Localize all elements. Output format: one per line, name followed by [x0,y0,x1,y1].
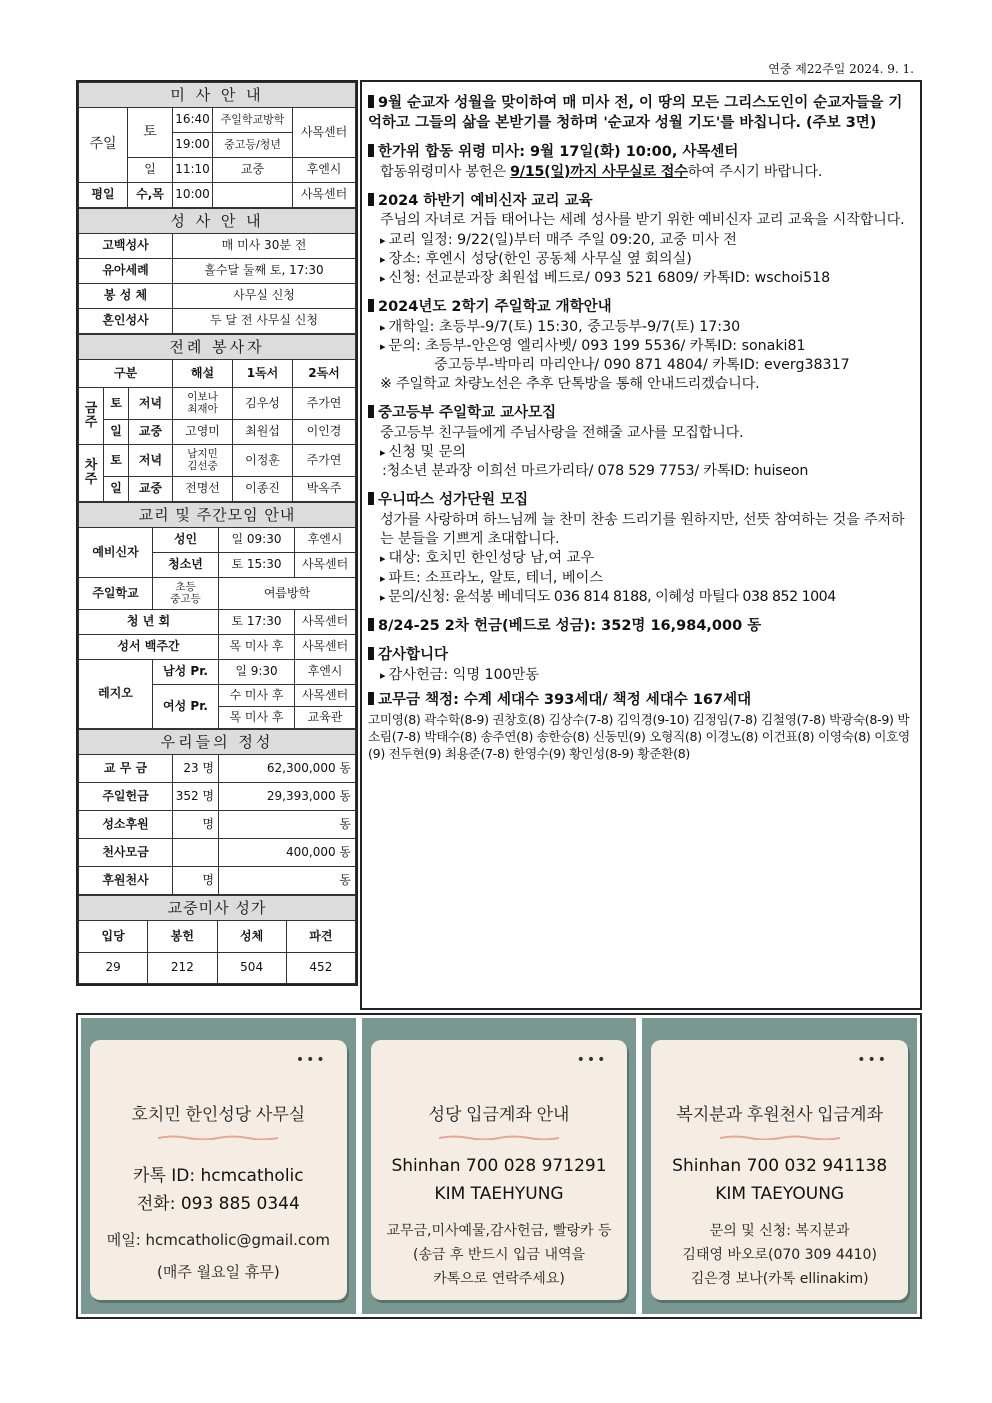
adult-label: 성인 [153,528,219,553]
offering-amount: 동 [219,867,356,895]
bulletin-date: 연중 제22주일 2024. 9. 1. [768,62,914,76]
announcement-title: 2024년도 2학기 주일학교 개학안내 [368,298,910,318]
liturgy-mass: 저녁 [129,445,173,477]
announcement-bullet: ▸ 교리 일정: 9/22(일)부터 매주 주일 09:20, 교중 미사 전 [368,231,910,250]
offering-amount: 400,000 동 [219,839,356,867]
more-dots-icon: ••• [295,1052,327,1068]
catechumen-label: 예비신자 [79,528,153,578]
announcement-note: ※ 주일학교 차량노선은 추후 단톡방을 통해 안내드리겠습니다. [380,376,760,393]
card-detail: (송금 후 반드시 입금 내역을 [412,1246,586,1263]
bullet-square-icon [368,193,374,206]
offering-category: 천사모금 [79,839,173,867]
church-account-card [371,1040,628,1300]
announcement-bullet: ▸ 파트: 소프라노, 알토, 테너, 베이스 [368,569,910,588]
sacrament-name: 고백성사 [79,234,173,259]
announcement-text: 중고등부 친구들에게 주님사랑을 전해줄 교사를 모집합니다. [380,424,744,441]
announcement-bullet: ▸ 문의/신청: 윤석봉 베네딕도 036 814 8188, 이혜성 마틸다 038 852 1004 [368,588,910,607]
liturgy-day: 토 [104,388,129,420]
card-line: Shinhan 700 028 971291 [391,1156,607,1176]
announcement-title: 2024 하반기 예비신자 교리 교육 [368,192,910,212]
card-line: 전화: 093 885 0344 [136,1194,300,1215]
bullet-square-icon [368,618,374,631]
bible-study-place: 사목센터 [295,635,356,660]
offering-category: 성소후원 [79,811,173,839]
card-title: 성당 입금계좌 안내 [428,1105,570,1124]
mass-place: 사목센터 [293,108,356,158]
bible-study-label: 성서 백주간 [79,635,219,660]
wave-underline-icon [439,1135,559,1140]
liturgy-day: 일 [104,420,129,445]
adult-time: 일 09:30 [219,528,295,553]
announcement-text: 합동위령미사 봉헌은 9/15(일)까지 사무실로 접수하여 주시기 바랍니다. [380,163,823,180]
legio-women-label: 여성 Pr. [153,685,219,729]
hymn-header: 입당 [79,921,148,953]
groups-title: 교리 및 주간모임 안내 [79,503,356,528]
sunday-day-label: 일 [128,158,173,183]
mass-name: 중고등/청년 [213,133,293,158]
sacraments-table [78,208,356,334]
sunday-school-levels: 초등 중고등 [153,578,219,610]
liturgy-day: 토 [104,445,129,477]
office-card [90,1040,347,1300]
announcement-bullet: ▸ 신청 및 문의 [368,443,910,462]
offering-count: 명 [173,867,219,895]
reader-1: 이정훈 [233,445,293,477]
card-line: KIM TAEYOUNG [715,1184,845,1205]
young-adults-place: 사목센터 [295,610,356,635]
offering-amount: 62,300,000 동 [219,755,356,783]
adult-place: 후엔시 [295,528,356,553]
reader-2: 주가연 [293,445,356,477]
offerings-table [78,729,356,895]
offering-category: 주일헌금 [79,783,173,811]
announcement-title: 감사합니다 [368,646,910,666]
reader-1: 최원섭 [233,420,293,445]
announcement-line: :청소년 분과장 이희선 마르가리타/ 078 529 7753/ 카톡ID: huiseon [382,463,809,480]
legio-women-place: 사목센터 [295,685,356,707]
mass-place: 후엔시 [293,158,356,183]
card-detail: 교무금,미사예물,감사헌금, 빨랑카 등 [386,1223,612,1240]
liturgy-day: 일 [104,477,129,502]
legio-label: 레지오 [79,660,153,729]
announcement-title: 9월 순교자 성월을 맞이하여 매 미사 전, 이 땅의 모든 그리스도인이 순교자들을 기억하고 그들의 삶을 본받기를 청하며 '순교자 성월 기도'를 바칩니다. (주보 3면) [368,95,903,131]
more-dots-icon: ••• [857,1052,889,1068]
youth-place: 사목센터 [295,553,356,578]
sunday-school-note: 여름방학 [219,578,356,610]
liturgy-mass: 교중 [129,477,173,502]
hymn-number: 504 [217,953,286,984]
commentator: 남지민 김선중 [173,445,233,477]
welfare-account-card [651,1040,908,1300]
liturgy-header: 2독서 [293,360,356,388]
wave-underline-icon [158,1135,278,1140]
bullet-square-icon [368,95,374,108]
mass-time: 16:40 [173,108,213,133]
card-detail: 메일: hcmcatholic@gmail.com [106,1231,330,1250]
bullet-square-icon [368,492,374,505]
youth-time: 토 15:30 [219,553,295,578]
sunday-school-label: 주일학교 [79,578,153,610]
offering-amount: 동 [219,811,356,839]
announcement-text: 성가를 사랑하며 하느님께 늘 찬미 찬송 드리기를 원하지만, 선뜻 참여하는 것을 주저하는 분들을 기쁘게 초대합니다. [380,512,905,548]
weekday-days: 수,목 [128,183,173,208]
bullet-square-icon [368,647,374,660]
announcement-line: 중고등부-박마리 마리안나/ 090 871 4804/ 카톡ID: everg38317 [434,357,850,374]
hymns-table [78,895,356,984]
wave-underline-icon [720,1135,840,1140]
reader-1: 김우성 [233,388,293,420]
offering-count: 명 [173,811,219,839]
sacrament-name: 유아세례 [79,259,173,284]
legio-men-place: 후엔시 [295,660,356,685]
left-info-column [76,80,358,986]
commentator: 전명선 [173,477,233,502]
mass-name: 주일학교방학 [213,108,293,133]
hymn-number: 29 [79,953,148,984]
weekday-label: 평일 [79,183,128,208]
announcement-title: 우니따스 성가단원 모집 [368,491,910,511]
card-line: Shinhan 700 032 941138 [672,1156,888,1176]
legio-women-time: 목 미사 후 [219,707,295,729]
card-title: 복지분과 후원천사 입금계좌 [676,1105,883,1124]
bible-study-time: 목 미사 후 [219,635,295,660]
card-panel [642,1018,917,1314]
mass-time: 19:00 [173,133,213,158]
card-panel [362,1018,637,1314]
legio-men-time: 일 9:30 [219,660,295,685]
liturgy-header: 해설 [173,360,233,388]
hymns-title: 교중미사 성가 [79,896,356,921]
offering-count: 23 명 [173,755,219,783]
mass-schedule-table [78,82,356,208]
legio-men-label: 남성 Pr. [153,660,219,685]
card-detail: 문의 및 신청: 복지분과 [709,1223,850,1240]
announcement-bullet: ▸ 개학일: 초등부-9/7(토) 15:30, 중고등부-9/7(토) 17:30 [368,318,910,337]
liturgy-mass: 교중 [129,420,173,445]
reader-2: 주가연 [293,388,356,420]
liturgy-title: 전례 봉사자 [79,335,356,360]
this-week-label: 금주 [79,388,104,445]
liturgy-servers-table [78,334,356,502]
weekday-time: 10:00 [173,183,213,208]
sunday-label: 주일 [79,108,128,183]
mass-name: 교중 [213,158,293,183]
young-adults-label: 청 년 회 [79,610,219,635]
sacrament-info: 홀수달 둘째 토, 17:30 [173,259,356,284]
sacrament-info: 매 미사 30분 전 [173,234,356,259]
legio-women-time: 수 미사 후 [219,685,295,707]
commentator: 고영미 [173,420,233,445]
card-line: KIM TAEHYUNG [434,1184,564,1205]
saturday-label: 토 [128,108,173,158]
parishioner-names: 고미영(8) 곽수학(8-9) 권창호(8) 김상수(7-8) 김익경(9-10) 김정임(7-8) 김철영(7-8) 박광숙(8-9) 박소림(7-8) 박태수(8) 송주연(8) 송한승(8) 신동민(9) 오형직(8) 이경노(8) 이건표(8) 이영숙(8) 이호영(9) 전두현(9) 최용준(7-8) 한영수(9) 황인성(8-9) 황준환(8) [368,711,910,761]
card-detail: (매주 월요일 휴무) [157,1262,280,1281]
card-detail: 김은경 보나(카톡 ellinakim) [690,1270,869,1287]
reader-2: 이인경 [293,420,356,445]
hymn-header: 파견 [286,921,355,953]
weekday-place: 사목센터 [293,183,356,208]
liturgy-mass: 저녁 [129,388,173,420]
mass-time: 11:10 [173,158,213,183]
liturgy-header: 1독서 [233,360,293,388]
young-adults-time: 토 17:30 [219,610,295,635]
offerings-title: 우리들의 정성 [79,730,356,755]
announcement-title: 교무금 책정: 수계 세대수 393세대/ 책정 세대수 167세대 [368,691,910,711]
commentator: 이보나 최재아 [173,388,233,420]
sacraments-title: 성 사 안 내 [79,209,356,234]
youth-label: 청소년 [153,553,219,578]
hymn-number: 452 [286,953,355,984]
offering-count [173,839,219,867]
hymn-header: 봉헌 [148,921,217,953]
contact-cards-band [76,1013,922,1319]
sacrament-info: 사무실 신청 [173,284,356,309]
bullet-square-icon [368,692,374,705]
announcement-title: 중고등부 주일학교 교사모집 [368,404,910,424]
sacrament-info: 두 달 전 사무실 신청 [173,309,356,334]
liturgy-header: 구분 [79,360,173,388]
card-detail: 김태영 바오로(070 309 4410) [682,1246,877,1263]
bullet-square-icon [368,405,374,418]
hymn-number: 212 [148,953,217,984]
bullet-square-icon [368,144,374,157]
reader-2: 박옥주 [293,477,356,502]
announcement-title: 한가위 합동 위령 미사: 9월 17일(화) 10:00, 사목센터 [368,143,910,163]
groups-table [78,502,356,729]
reader-1: 이종진 [233,477,293,502]
next-week-label: 차주 [79,445,104,502]
announcement-bullet: ▸ 대상: 호치민 한인성당 남,여 교우 [368,549,910,568]
offering-category: 후원천사 [79,867,173,895]
bullet-square-icon [368,299,374,312]
legio-women-place: 교육관 [295,707,356,729]
card-detail: 카톡으로 연락주세요) [433,1270,565,1287]
announcement-bullet: ▸ 신청: 선교분과장 최원섭 베드로/ 093 521 6809/ 카톡ID: wschoi518 [368,269,910,288]
more-dots-icon: ••• [576,1052,608,1068]
sacrament-name: 봉 성 체 [79,284,173,309]
announcement-bullet: ▸ 문의: 초등부-안은영 엘리사벳/ 093 199 5536/ 카톡ID: sonaki81 [368,337,910,356]
announcements-column [360,80,922,1010]
sacrament-name: 혼인성사 [79,309,173,334]
announcement-title: 8/24-25 2차 헌금(베드로 성금): 352명 16,984,000 동 [368,617,910,637]
card-line: 카톡 ID: hcmcatholic [133,1166,304,1186]
offering-count: 352 명 [173,783,219,811]
offering-amount: 29,393,000 동 [219,783,356,811]
card-panel [81,1018,356,1314]
card-title: 호치민 한인성당 사무실 [131,1105,306,1124]
offering-category: 교 무 금 [79,755,173,783]
announcement-text: 주님의 자녀로 거듭 태어나는 세례 성사를 받기 위한 예비신자 교리 교육을 시작합니다. [380,212,905,229]
announcement-bullet: ▸ 장소: 후엔시 성당(한인 공동체 사무실 옆 회의실) [368,250,910,269]
hymn-header: 성체 [217,921,286,953]
mass-schedule-title: 미 사 안 내 [79,83,356,108]
announcement-bullet: ▸ 감사헌금: 익명 100만동 [368,666,910,685]
